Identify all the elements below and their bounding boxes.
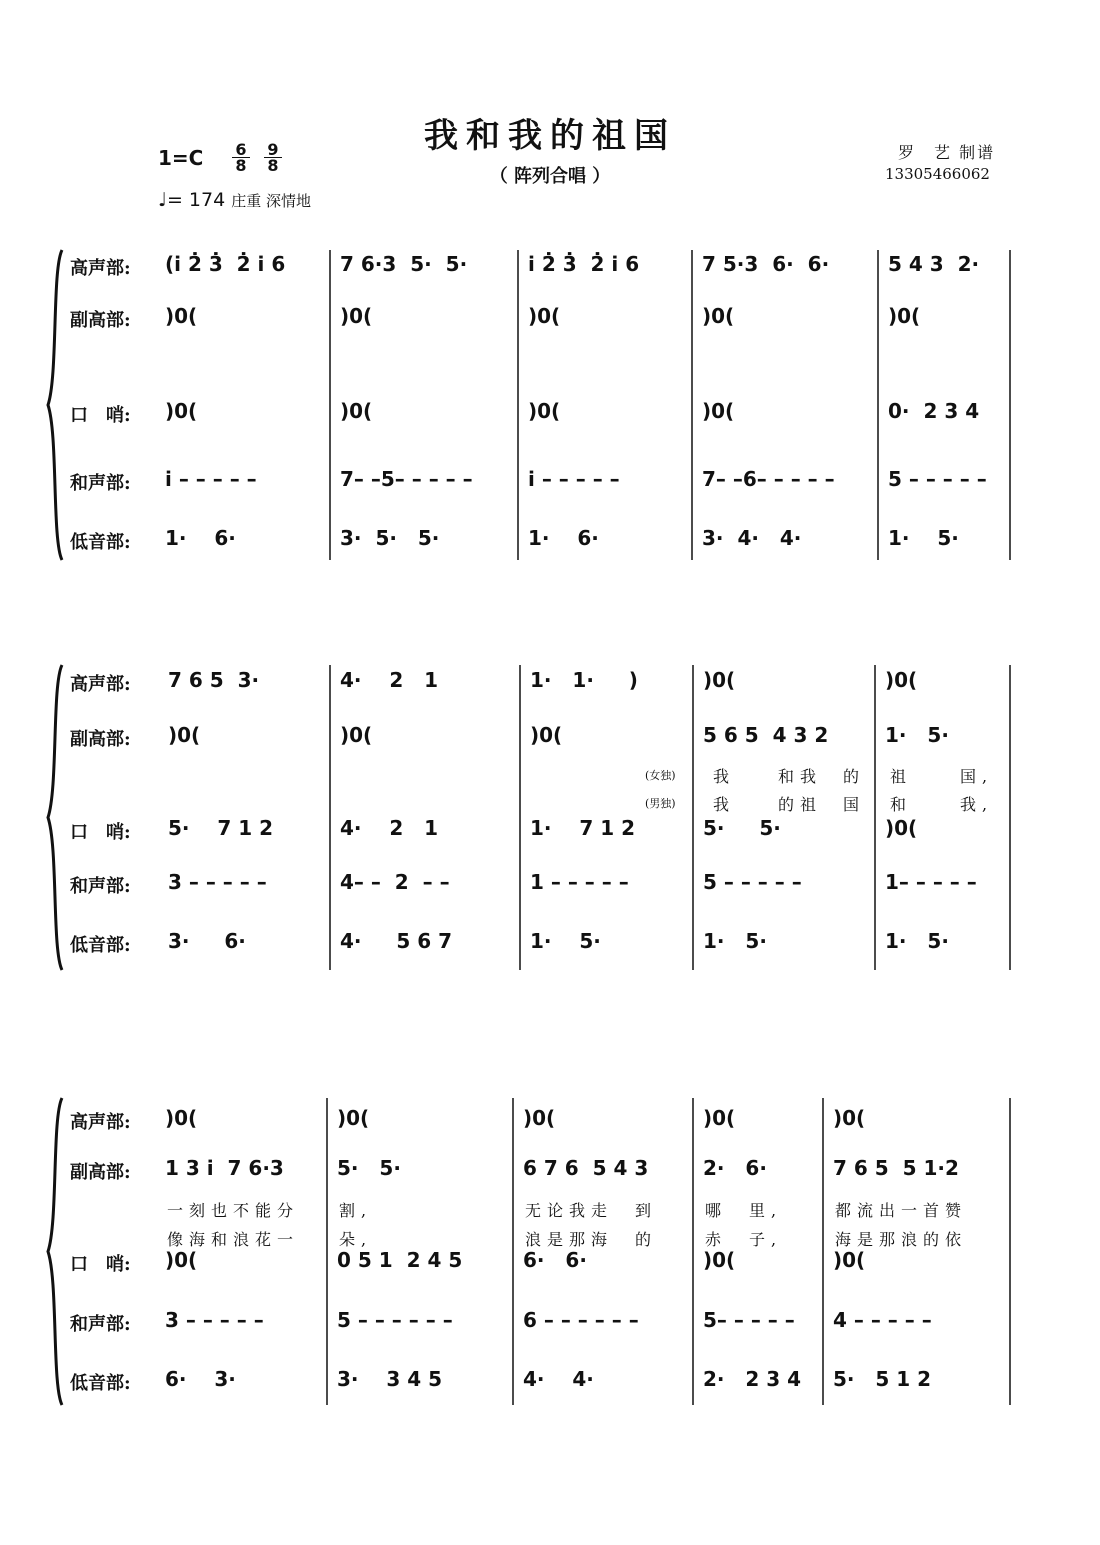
lyric-line: 和 bbox=[890, 795, 913, 814]
measure-notes: 4· 2 1 bbox=[340, 816, 439, 840]
measure-notes: 4 – – – – – bbox=[833, 1308, 932, 1332]
part-label: 口 哨: bbox=[70, 1254, 131, 1275]
lyric-line: 哪 里, bbox=[705, 1201, 783, 1220]
measure-notes: 5 – – – – – – bbox=[337, 1308, 453, 1332]
measure-notes: )0( bbox=[340, 399, 373, 423]
part-label: 高声部: bbox=[70, 1112, 131, 1133]
measure-notes: i̇ – – – – – bbox=[165, 467, 257, 491]
measure-notes: 0 5 1 2 4 5 bbox=[337, 1248, 463, 1272]
measure-notes: 1 – – – – – bbox=[530, 870, 629, 894]
system-brace bbox=[48, 250, 62, 560]
measure-notes: )0( bbox=[523, 1106, 556, 1130]
measure-notes: 1 3 i̇ 7 6·3 bbox=[165, 1156, 284, 1180]
measure-notes: 5· 7 1 2 bbox=[168, 816, 274, 840]
arranger: 罗 艺 制谱 bbox=[898, 143, 996, 162]
part-label: 低音部: bbox=[70, 935, 131, 956]
part-label: 高声部: bbox=[70, 674, 131, 695]
measure-notes: 5 – – – – – bbox=[703, 870, 802, 894]
measure-notes: )0( bbox=[340, 304, 373, 328]
measure-notes: )0( bbox=[885, 816, 918, 840]
measure-notes: 1· 7 1 2 bbox=[530, 816, 636, 840]
measure-notes: )0( bbox=[528, 399, 561, 423]
measure-notes: 1· 6· bbox=[165, 526, 236, 550]
lyric-line: 像海和浪花一 bbox=[167, 1230, 300, 1249]
lyric-line: 我 bbox=[713, 767, 736, 786]
measure-notes: 4· 5 6 7 bbox=[340, 929, 453, 953]
measure-notes: i̇ 2̇ 3̇ 2̇ i̇ 6 bbox=[528, 252, 640, 276]
measure-notes: )0( bbox=[885, 668, 918, 692]
measure-notes: 5· 5· bbox=[337, 1156, 401, 1180]
measure-notes: 5 4 3 2· bbox=[888, 252, 980, 276]
part-label: 高声部: bbox=[70, 258, 131, 279]
lyric-line: 割, bbox=[339, 1201, 373, 1220]
measure-notes: 2· 2 3 4 bbox=[703, 1367, 802, 1391]
subtitle: （ 阵列合唱 ） bbox=[489, 166, 611, 187]
measure-notes: )0( bbox=[833, 1248, 866, 1272]
measure-notes: 5· 5 1 2 bbox=[833, 1367, 932, 1391]
part-label: 低音部: bbox=[70, 1373, 131, 1394]
lyric-line: 一刻也不能分 bbox=[167, 1201, 300, 1220]
measure-notes: (i̇ 2̇ 3̇ 2̇ i̇ 6 bbox=[165, 252, 286, 276]
system-brace bbox=[48, 665, 62, 970]
measure-notes: 5– – – – – bbox=[703, 1308, 795, 1332]
measure-notes: )0( bbox=[888, 304, 921, 328]
measure-notes: 7– –6– – – – – bbox=[702, 467, 835, 491]
lyric-line: 我, bbox=[960, 795, 994, 814]
measure-notes: 1· 5· bbox=[885, 929, 949, 953]
measure-notes: )0( bbox=[337, 1106, 370, 1130]
measure-notes: 1· 5· bbox=[703, 929, 767, 953]
lyric-line: 国 bbox=[843, 795, 866, 814]
part-label: 和声部: bbox=[70, 1314, 131, 1335]
measure-notes: )0( bbox=[702, 399, 735, 423]
key-signature: 1=C bbox=[158, 146, 204, 170]
measure-notes: 5 – – – – – bbox=[888, 467, 987, 491]
part-label: 和声部: bbox=[70, 473, 131, 494]
measure-notes: 3· 4· 4· bbox=[702, 526, 802, 550]
measure-notes: )0( bbox=[703, 1106, 736, 1130]
measure-notes: 0· 2 3 4 bbox=[888, 399, 980, 423]
measure-notes: 3· 3 4 5 bbox=[337, 1367, 443, 1391]
measure-notes: )0( bbox=[168, 723, 201, 747]
measure-notes: 4· 4· bbox=[523, 1367, 594, 1391]
time-signature-1: 6 8 bbox=[232, 142, 250, 173]
measure-notes: )0( bbox=[703, 1248, 736, 1272]
measure-notes: 3· 5· 5· bbox=[340, 526, 440, 550]
part-label: 口 哨: bbox=[70, 822, 131, 843]
measure-notes: 7– –5– – – – – bbox=[340, 467, 473, 491]
lyric-line: 的祖 bbox=[778, 795, 823, 814]
measure-notes: )0( bbox=[703, 668, 736, 692]
measure-notes: 1– – – – – bbox=[885, 870, 977, 894]
measure-notes: )0( bbox=[528, 304, 561, 328]
measure-notes: 7 6·3 5· 5· bbox=[340, 252, 468, 276]
measure-notes: 7 6 5 5 1·2 bbox=[833, 1156, 959, 1180]
measure-notes: )0( bbox=[165, 1106, 198, 1130]
solo-tag: (男独) bbox=[645, 797, 676, 810]
part-label: 副高部: bbox=[70, 729, 131, 750]
measure-notes: )0( bbox=[340, 723, 373, 747]
measure-notes: 1· 1· ) bbox=[530, 668, 638, 692]
lyric-line: 浪是那海 的 bbox=[525, 1230, 658, 1249]
measure-notes: )0( bbox=[165, 399, 198, 423]
measure-notes: 4– – 2 – – bbox=[340, 870, 450, 894]
lyric-line: 祖 bbox=[890, 767, 913, 786]
system-brace bbox=[48, 1098, 62, 1405]
time-signature-2: 9 8 bbox=[264, 142, 282, 173]
solo-tag: (女独) bbox=[645, 769, 676, 782]
lyric-line: 无论我走 到 bbox=[525, 1201, 658, 1220]
lyric-line: 海是那浪的依 bbox=[835, 1230, 968, 1249]
page-title: 我和我的祖国 bbox=[424, 116, 676, 156]
phone-number: 13305466062 bbox=[885, 165, 990, 183]
quarter-note-icon: ♩ bbox=[158, 189, 167, 211]
measure-notes: )0( bbox=[702, 304, 735, 328]
measure-notes: )0( bbox=[165, 304, 198, 328]
tempo-value: = 174 bbox=[166, 189, 226, 211]
measure-notes: )0( bbox=[833, 1106, 866, 1130]
part-label: 低音部: bbox=[70, 532, 131, 553]
measure-notes: 3 – – – – – bbox=[168, 870, 267, 894]
measure-notes: 3· 6· bbox=[168, 929, 246, 953]
measure-notes: i̇ – – – – – bbox=[528, 467, 620, 491]
measure-notes: 6 – – – – – – bbox=[523, 1308, 639, 1332]
measure-notes: 2· 6· bbox=[703, 1156, 767, 1180]
measure-notes: )0( bbox=[165, 1248, 198, 1272]
part-label: 副高部: bbox=[70, 1162, 131, 1183]
lyric-line: 和我 bbox=[778, 767, 823, 786]
measure-notes: 6 7 6 5 4 3 bbox=[523, 1156, 649, 1180]
measure-notes: 5 6 5 4 3 2 bbox=[703, 723, 829, 747]
measure-notes: )0( bbox=[530, 723, 563, 747]
measure-notes: 1· 6· bbox=[528, 526, 599, 550]
lyric-line: 赤 子, bbox=[705, 1230, 783, 1249]
measure-notes: 1· 5· bbox=[885, 723, 949, 747]
part-label: 口 哨: bbox=[70, 405, 131, 426]
tempo-expression: 庄重 深情地 bbox=[231, 192, 312, 210]
measure-notes: 7 6 5 3· bbox=[168, 668, 260, 692]
lyric-line: 都流出一首赞 bbox=[835, 1201, 968, 1220]
part-label: 和声部: bbox=[70, 876, 131, 897]
measure-notes: 1· 5· bbox=[888, 526, 959, 550]
part-label: 副高部: bbox=[70, 310, 131, 331]
measure-notes: 6· 6· bbox=[523, 1248, 587, 1272]
lyric-line: 朵, bbox=[339, 1230, 373, 1249]
measure-notes: 5· 5· bbox=[703, 816, 781, 840]
measure-notes: 4· 2 1 bbox=[340, 668, 439, 692]
measure-notes: 6· 3· bbox=[165, 1367, 236, 1391]
lyric-line: 我 bbox=[713, 795, 736, 814]
lyric-line: 的 bbox=[843, 767, 866, 786]
lyric-line: 国, bbox=[960, 767, 994, 786]
measure-notes: 3 – – – – – bbox=[165, 1308, 264, 1332]
measure-notes: 1· 5· bbox=[530, 929, 601, 953]
measure-notes: 7 5·3 6· 6· bbox=[702, 252, 830, 276]
